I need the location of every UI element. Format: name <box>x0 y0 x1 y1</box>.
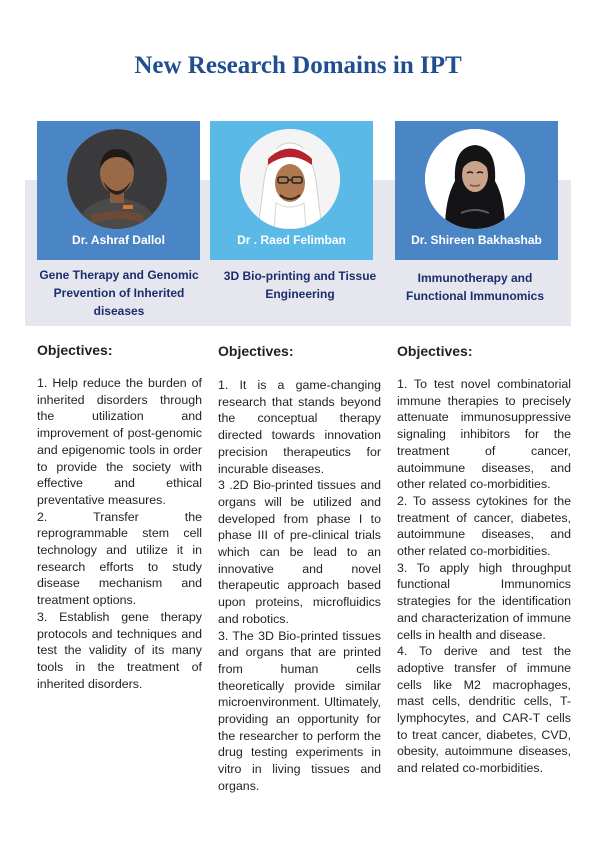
objective-item: 3. Establish gene therapy protocols and techniques and test the validity of its many tools in the treatment of inherited disorders. <box>37 609 202 691</box>
objective-item: 2. Transfer the reprogrammable stem cell technology and utilize it in research efforts to study disease mechanism and treatment options. <box>37 509 202 608</box>
objective-item: 3. To apply high throughput functional Immunomics strategies for the identification and characterization of immune cells in health and disease. <box>397 560 571 642</box>
objective-item: 1. To test novel combinatorial immune therapies to precisely attenuate immunosuppressive signaling inhibitors for the treatment of cancer, autoimmune diseases, and other related co-morbidities. <box>397 377 571 492</box>
objectives-column-gene-therapy <box>37 375 202 692</box>
objective-item: 3. The 3D Bio-printed tissues and organs that are printed from human cells theoretically provide similar microenvironment. Ultimately, providing an opportunity for the researcher to perform the drug testing experiments in vitro in living tissues and organs. <box>218 628 381 793</box>
research-topic: Immunotherapy and Functional Immunomics <box>405 271 544 303</box>
objective-item: 3 .2D Bio-printed tissues and organs will be utilized and developed from phase I to phase III of pre-clinical trials which can be lead to an innovative and novel therapeutic approach based upon proteins, microfluidics and robotics. <box>218 478 381 626</box>
objective-item: 1. Help reduce the burden of inherited disorders through the utilization and improvement of post-genomic and epigenomic tools in order to provide the society with effective and ethical preventative measures. <box>37 376 202 507</box>
person-name: Dr. Shireen Bakhashab <box>411 233 542 247</box>
person-name: Dr . Raed Felimban <box>237 233 346 247</box>
objectives-heading: Objectives: <box>397 343 473 359</box>
objective-item: 4. To derive and test the adoptive transfer of immune cells like M2 macrophages, mast cells, dendritic cells, T-lymphocytes, and CAR-T cells to treat cancer, diabetes, CVD, obesity, autoimmune diseases, and related co-morbidities. <box>397 644 571 776</box>
research-topic: Gene Therapy and Genomic Prevention of Inherited diseases <box>39 268 199 318</box>
objectives-heading: Objectives: <box>218 343 294 359</box>
page-title: New Research Domains in IPT <box>134 52 462 79</box>
profile-card-bakhashab <box>395 121 558 260</box>
person-name: Dr. Ashraf Dallol <box>72 233 165 247</box>
objectives-heading: Objectives: <box>37 342 113 358</box>
profile-card-dallol <box>37 121 200 260</box>
objectives-column-bioprinting <box>218 377 381 795</box>
objective-item: 1. It is a game-changing research that stands beyond the conceptual therapy directed towards innovation precision therapeutics for incurable diseases. <box>218 378 381 476</box>
research-topic: 3D Bio-printing and Tissue Engineering <box>223 269 377 301</box>
avatar <box>240 129 340 229</box>
avatar <box>425 129 525 229</box>
objective-item: 2. To assess cytokines for the treatment of cancer, diabetes, autoimmune diseases, and other related co-morbidities. <box>397 493 571 559</box>
objectives-column-immunotherapy <box>397 376 571 777</box>
profile-card-felimban <box>210 121 373 260</box>
avatar <box>67 129 167 229</box>
